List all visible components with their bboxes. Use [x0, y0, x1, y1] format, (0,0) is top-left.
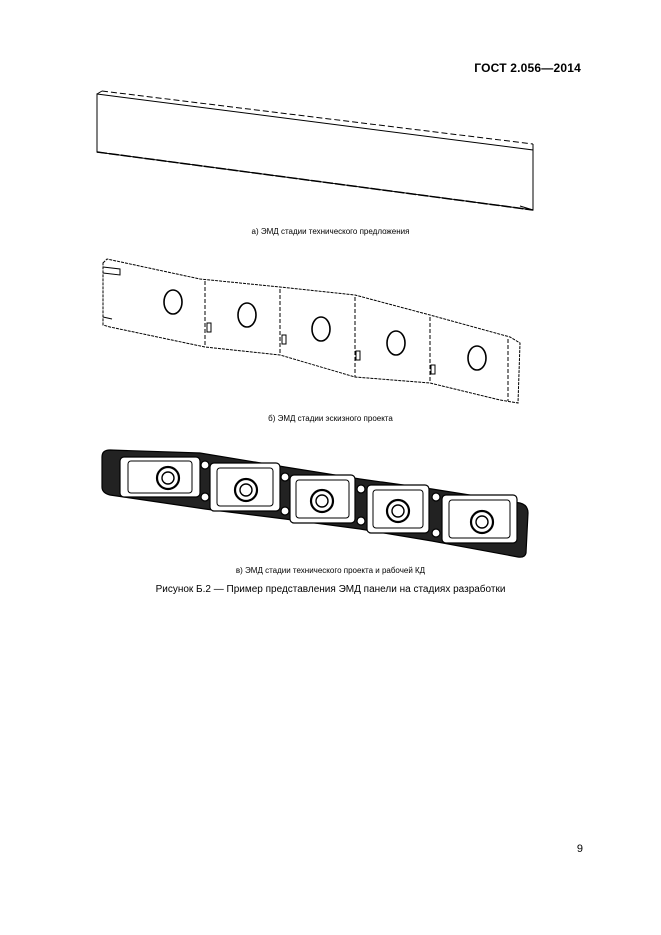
document-header: ГОСТ 2.056—2014 [474, 61, 581, 75]
figure-c-drawing [0, 445, 661, 560]
figure-b-drawing [0, 255, 661, 405]
page-number: 9 [576, 843, 583, 855]
figure-c-caption: в) ЭМД стадии технического проекта и рабочей КД [235, 566, 426, 575]
figure-a-caption: а) ЭМД стадии технического предложения [251, 227, 410, 236]
figure-b-caption: б) ЭМД стадии эскизного проекта [268, 414, 393, 423]
figure-a-drawing [0, 88, 661, 218]
figure-caption: Рисунок Б.2 — Пример представления ЭМД панели на стадиях разработки [155, 584, 506, 595]
